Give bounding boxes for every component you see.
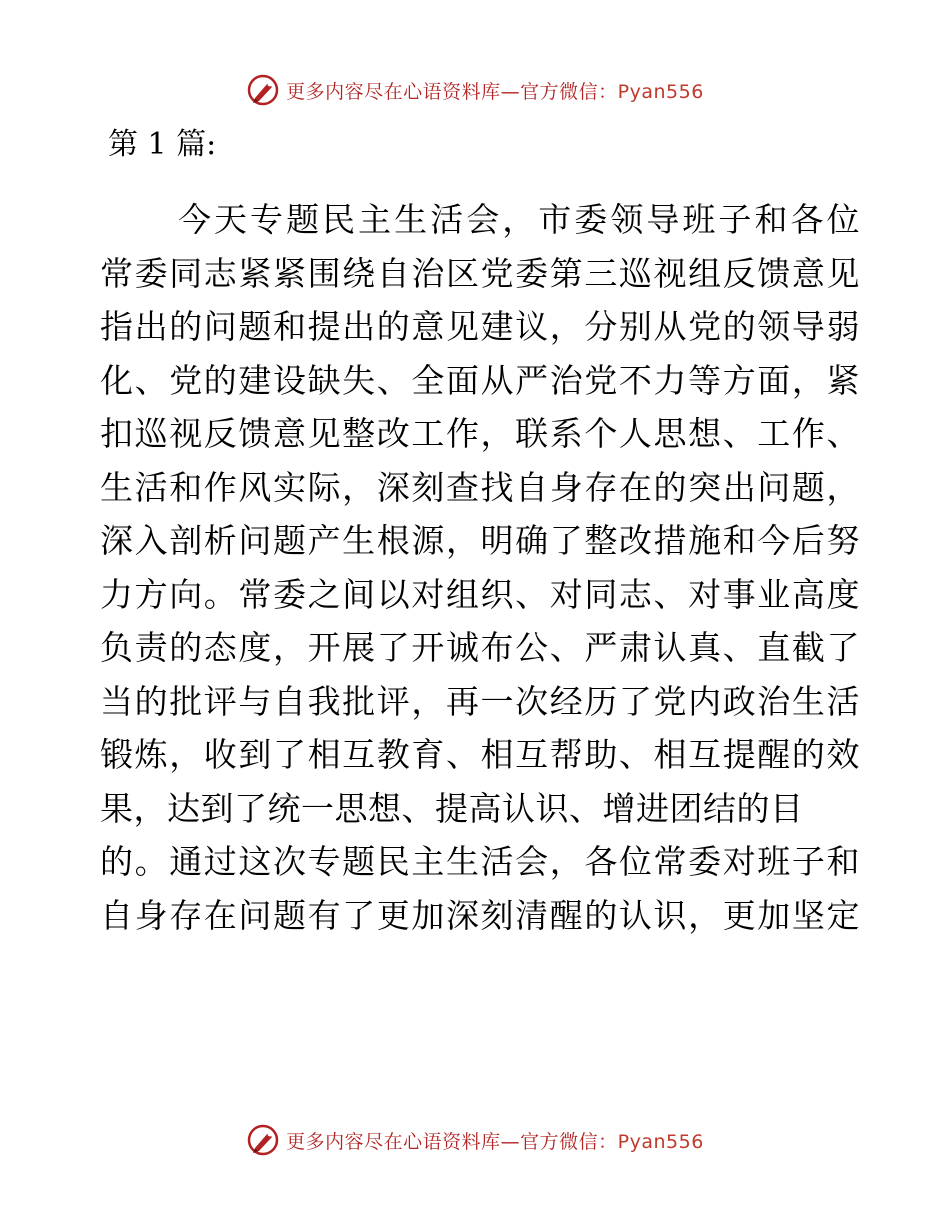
text-line: 锻炼，收到了相互教育、相互帮助、相互提醒的效: [100, 735, 860, 774]
text-line: 今天专题民主生活会，市委领导班子和各位: [178, 200, 860, 239]
text-line: 自身存在问题有了更加深刻清醒的认识，更加坚定: [100, 895, 860, 935]
watermark-text: 更多内容尽在心语资料库—官方微信：Pyan556: [286, 1130, 704, 1153]
document-heading: 第 1 篇:: [108, 127, 217, 162]
text-line: 生活和作风实际，深刻查找自身存在的突出问题，: [100, 467, 860, 507]
watermark-handle: Pyan556: [617, 80, 704, 103]
watermark-text: 更多内容尽在心语资料库—官方微信：Pyan556: [286, 80, 704, 103]
pen-logo-icon: [246, 1123, 280, 1157]
text-line: 指出的问题和提出的意见建议，分别从党的领导弱: [100, 307, 860, 346]
footer-watermark: [0, 1120, 950, 1160]
text-line: 果，达到了统一思想、提高认识、增进团结的目: [100, 788, 804, 828]
header-watermark: [0, 70, 950, 110]
text-line: 当的批评与自我批评，再一次经历了党内政治生活: [100, 681, 860, 721]
text-line: 负责的态度，开展了开诚布公、严肃认真、直截了: [100, 628, 860, 667]
text-line: 力方向。常委之间以对组织、对同志、对事业高度: [100, 574, 860, 614]
pen-logo-icon: [246, 73, 280, 107]
text-line: 深入剖析问题产生根源，明确了整改措施和今后努: [100, 521, 860, 560]
text-line: 常委同志紧紧围绕自治区党委第三巡视组反馈意见: [100, 253, 860, 293]
text-line: 化、党的建设缺失、全面从严治党不力等方面，紧: [100, 360, 860, 400]
text-line: 扣巡视反馈意见整改工作，联系个人思想、工作、: [100, 414, 860, 453]
watermark-handle: Pyan556: [617, 1130, 704, 1153]
document-body: [100, 193, 860, 942]
text-line: 的。通过这次专题民主生活会，各位常委对班子和: [100, 842, 860, 881]
